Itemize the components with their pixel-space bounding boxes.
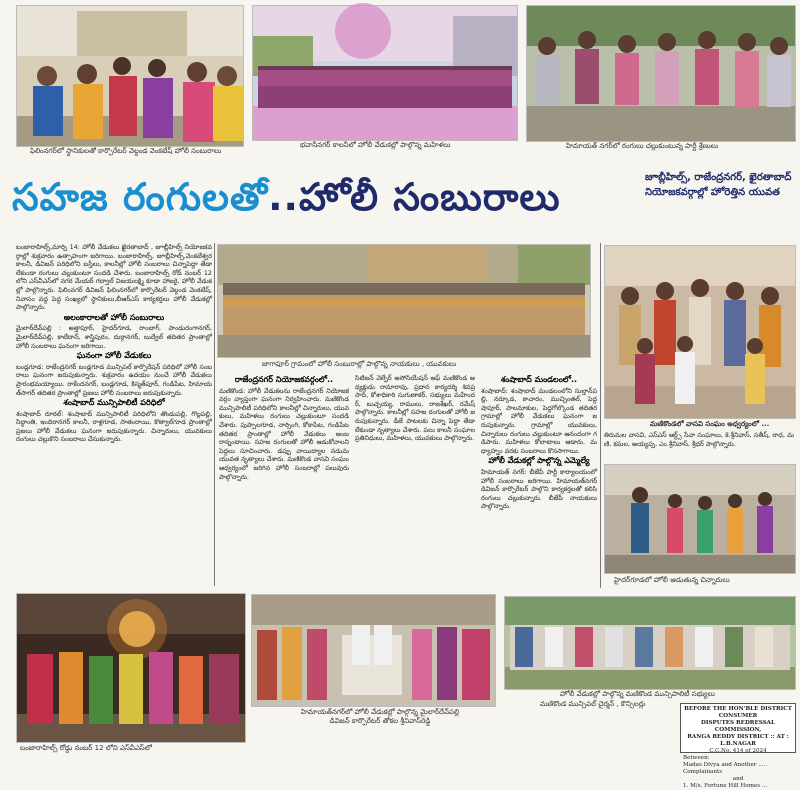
headline-part2: ..హోలీ సంబురాలు xyxy=(268,175,561,219)
col2-para: మణికొండ: హోలీ వేడుకలను రాజేంద్రనగర్ నియోజకవర్గం వ్యాప్తంగా ఘనంగా నిర్వహించారు. మణికొండ మున్సిపాలిటీ పరిధిలోని కాలనీల్లో చిన్నారులు, యువకులు, మహిళలు రంగులు చల్లుకుంటూ సందడి చేశారు. పుప్పాలగూడ, నార్సింగి, కోకాపేట, గండిపేట తదితర ప్రాంతాల్లో హోలీ వేడుకలు అంబరాన్నంటాయి. సహజ రంగులతో హోలీ ఆడుకోవాలని పెద్దలు సూచించారు. డప్పు వాయిద్యాల నడుమ యువత నృత్యాలు చేశారు. మణికొండ వాసవి సంఘం ఆధ్వర్యంలో జరిగిన హోలీ సంబరాల్లో పలువురు పాల్గొన్నారు. xyxy=(219,386,349,481)
legal-notice xyxy=(680,703,796,789)
divider-vertical-1 xyxy=(214,243,215,586)
photo-jagapur-village xyxy=(217,244,591,358)
notice-line-3: RANGA REDDY DISTRICT :: AT : L.B.NAGAR xyxy=(687,734,789,747)
article-column-3 xyxy=(355,374,475,586)
col4-subhead-2: హోలీ వేడుకల్లో పాల్గొన్న ఎమ్మెల్యే xyxy=(488,456,590,466)
caption-bottom3b: మణికొండ మున్సిపల్ చైర్మన్ , కౌన్సిలర్లు xyxy=(540,700,646,708)
article-column-2 xyxy=(219,374,349,586)
notice-line-2: DISPUTES REDRESSAL COMMISSION, xyxy=(701,720,775,733)
notice-line-7: and xyxy=(732,776,744,782)
col4-para2: హిమాయత్ నగర్: బీజేపీ పార్టీ కార్యాలయంలో హోలీ సంబరాలు జరిగాయి. హిమాయత్‌నగర్ డివిజన్ కార్పొరేటర్ పాల్గొని కార్యకర్తలతో కలిసి రంగులు చల్లుకున్నారు. బీజేపీ నాయకులు పాల్గొన్నారు. xyxy=(481,467,597,511)
col2-subhead: రాజేంద్రనగర్ నియోజకవర్గంలో.. xyxy=(234,375,334,384)
col3-para: సిటిజన్ వెల్ఫేర్ అసోసియేషన్ ఆఫ్ మణికొండ అధ్యక్షుడు రామారావు, ప్రధాన కార్యదర్శి శివప్రసాద్, కోశాధికారి సుగుణాకర్, సభ్యులు మహేందర్, బుచ్చయ్య, రాములు, రాజశేఖర్, రమేష్ పాల్గొన్నారు. కాలనీల్లో సహజ రంగులతో హోలీ జరుపుకున్నారు. డీజే పాటలకు చిన్నా పెద్దా తేడా లేకుండా నృత్యాలు చేశారు. పలు కాలనీ సంఘాల ప్రతినిధులు, మహిళలు, యువకులు పాల్గొన్నారు. xyxy=(355,374,475,443)
col1-para1: బంజారాహిల్స్,మార్చి 14: హోలీ వేడుకలు ఖైరతాబాద్ , జూబ్లీహిల్స్ నియోజకవర్గాల్లో శుక్రవారం ఉత్సాహంగా జరిగాయి. బంజారాహిల్స్, జూబ్లీహిల్స్,వెంకటేశ్వరకాలనీ, డివిజన్ పరిధిలోని బస్తీలు, కాలనీల్లో హోలీ సంబరాలు చిన్నాపెద్దా తేడా లేకుండా రంగులు చల్లుకుంటూ సందడి చేశారు. బంజారాహిల్స్ రోడ్ నంబర్ 12లోని ఎస్‌వీఎస్‌లో నగర మేయర్ గద్వాల్ విజయలక్ష్మి కూడా హాజరై, హోలీ వేడుకల్లో పాల్గొన్నారు. ఫిలింనగర్ డివిజన్ ఫిలింనగర్‌లో కార్పొరేటర్ వెల్దండ వెంకటేష్, నివాసం వద్ద పెద్ద సంఖ్యలో స్థానికులు,బీఆర్‌ఎస్ కార్యకర్తలు హోలీ వేడుకల్లో పాల్గొన్నారు. xyxy=(16,243,212,312)
col1-subhead-2: ఘనంగా హోలీ వేడుకలు xyxy=(76,351,152,361)
col4-para1: శంషాబాద్: శంషాబాద్ మండలంలోని సుల్తాన్‌పల్లి, నర్కూడ, కాచారం, ముచ్చింతల్, పెద్దషాపూర్, పాలమాకుల, పెద్దగోల్కొండ తదితర గ్రామాల్లో హోలీ వేడుకలు ఘనంగా జరుపుకున్నారు. గ్రామాల్లో యువకులు, చిన్నారులు రంగులు చల్లుకుంటూ ఆనందంగా గడిపారు. మహిళలు కోలాటాలు ఆడారు. మధ్యాహ్నం వరకు సంబరాలు కొనసాగాయి. xyxy=(481,386,597,455)
notice-line-1: BEFORE THE HON'BLE DISTRICT CONSUMER xyxy=(684,706,792,719)
article-column-4 xyxy=(481,374,597,586)
notice-line-6: Madas Divya and Another ..... Complainants xyxy=(683,762,768,775)
notice-line-4: C.C.No. 414 of 2024 xyxy=(709,748,767,754)
photo-hyderguda-children xyxy=(604,464,796,574)
caption-bottom3: హోలీ వేడుకల్లో పాల్గొన్న మణికొండ మున్సిపాలిటీ సభ్యులు xyxy=(560,690,715,698)
col1-para2: మైలార్‌దేవ్‌పల్లి : అత్తాపూర్, హైదర్‌గూడ, రాంబాగ్, పాండురంగానగర్, మైలార్‌దేవ్‌పల్లి, కాటేదాన్, శాస్త్రిపురం, దుర్గానగర్, బుద్వేల్ తదితర ప్రాంతాల్లో హోలీ సంబరాలు ఘనంగా జరిగాయి. xyxy=(16,324,212,350)
caption-bottom2: హిమాయత్‌నగర్‌లో హోలీ వేడుకల్లో పాల్గొన్న మైలార్‌దేవ్‌పల్లి డివిజన్ కార్పొరేటర్ తోకల శ్రీనివాస్‌రెడ్డి xyxy=(300,708,460,725)
photo-filmnagar-corporator xyxy=(16,5,244,147)
col1-para3: బండ్లగూడ: రాజేంద్రనగర్ బండ్లగూడ మున్సిపల్ కార్పొరేషన్ పరిధిలో హోలీ సంబరాలు ఘనంగా జరుపుకున్నారు. శుక్రవారం ఉదయం నుంచే హోలీ వేడుకలు ప్రారంభమయ్యాయి. రాకేందనగర్, బండ్లగూడ, కిస్మత్‌పూర్, గండిపేట, హిమాయత్‌సాగర్ తదితర ప్రాంతాల్లో ప్రజలు హోలీ సంబరాలు జరుపుకున్నారు. xyxy=(16,362,212,397)
caption-top2: భవానీనగర్ కాలనీలో హోలీ వేడుకల్లో పాల్గొన్న మహిళలు xyxy=(300,141,451,149)
caption-mid-center: జాగాపూర్ గ్రామంలో హోలీ సంబురాల్లో పాల్గొన్న నాయకులు , యువకులు xyxy=(262,360,457,368)
divider-vertical-2 xyxy=(600,243,601,588)
caption-bottom1: బంజారాహిల్స్ రోడ్డు నంబర్ 12 లోని ఎస్‌వీఎస్‌లో xyxy=(20,744,152,752)
caption-right-mid: మణికొండలో వాసవి సంఘం అధ్వర్యంలో ... xyxy=(650,420,770,428)
article-column-1 xyxy=(16,243,212,579)
col1-subhead-1: అలంకారాలతో హోలీ సంబురాలు xyxy=(63,312,165,322)
col4-subhead-1: శంషాబాద్ మండలంలో.. xyxy=(500,375,578,384)
notice-line-8: 1. M/s. Fortune Hill Homes ... xyxy=(683,783,768,789)
headline-part1: సహజ రంగులతో xyxy=(12,175,269,219)
subheadline: జూబ్లీహిల్స్, రాజేంద్రనగర్, ఖైరతాబాద్ నియోజకవర్గాల్లో హోరెత్తిన యువత xyxy=(645,172,792,198)
photo-bhavaninagar-women xyxy=(252,5,518,141)
caption-right-mid-2: తిరుమల వాసవి, ఎస్‌ఎస్ ఆర్ట్స్ సేవా సంఘాలు, కె.శ్రీనివాస్, సతీష్, రాధ, మణి, కమల, అయ్యప్ప, ఎం.శ్రీనివాస్, శ్రీధర్ పాల్గొన్నారు. xyxy=(604,431,794,448)
caption-top3: హిమాయత్ నగర్‌లో రంగులు చల్లుకుంటున్న పార్టీ శ్రేణులు xyxy=(566,142,719,150)
col1-para4: శంషాబాద్ రూరల్: శంషాబాద్ మున్సిపాలిటీ పరిధిలోని తొండుపల్లి, గొల్లపల్లి, సిద్ధాంతి, ఇందిరానగర్ కాలనీ, రాళ్లగూడ, సాతంరాయి, కొత్వాల్‌గూడ ప్రాంతాల్లో ప్రజలు హోలీ వేడుకలు ఘనంగా జరుపుకున్నారు. చిన్నారులు, యువకులు రంగులు చల్లుకొని సంబరాలు చేసుకున్నారు. xyxy=(16,409,212,444)
photo-bottom-night xyxy=(16,593,246,743)
photo-himayatnagar-party xyxy=(526,5,796,142)
photo-manikonda-vasavi xyxy=(604,245,796,419)
photo-bottom-corporator xyxy=(251,594,496,707)
col1-subhead-3: శంషాబాద్ మున్సిపాలిటీ పరిధిలో xyxy=(63,398,165,408)
caption-right-low: హైదర్‌గూడలో హోలీ ఆడుతున్న చిన్నారులు xyxy=(614,576,730,584)
caption-top1: ఫిలింనగర్‌లో స్థానికులతో కార్పొరేటర్ వెల్దండ వెంకటేష్ హోలీ సంబురాలు xyxy=(30,147,222,155)
headline xyxy=(12,175,560,229)
notice-line-5: Between: xyxy=(683,755,710,761)
photo-bottom-manikonda xyxy=(504,596,796,690)
